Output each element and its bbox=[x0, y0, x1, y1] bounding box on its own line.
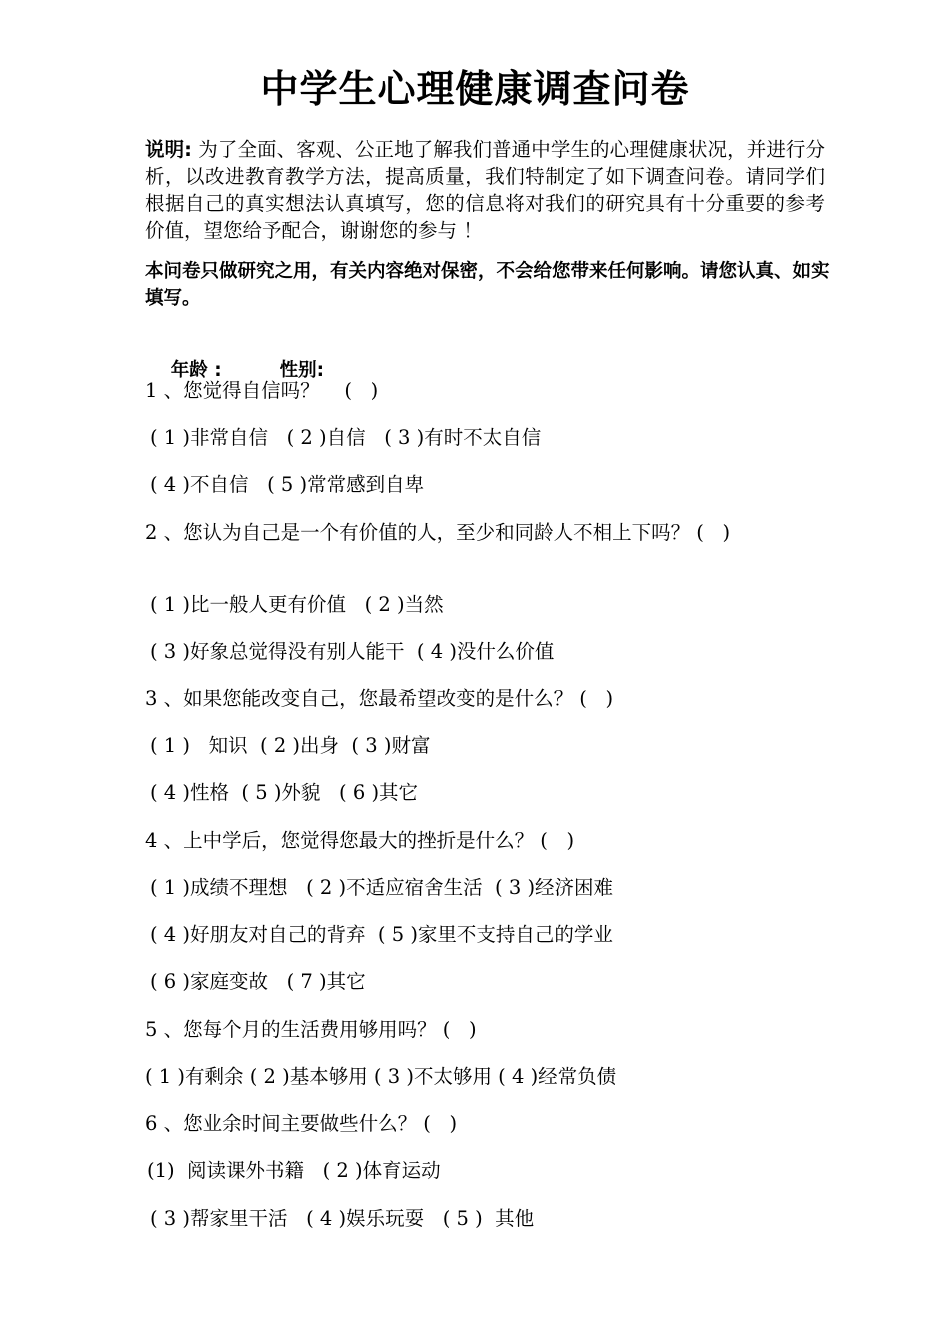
question-3: 3 、如果您能改变自己，您最希望改变的是什么？ ( ) bbox=[145, 687, 614, 710]
question-4-options-row-3: ( 6 )家庭变故 ( 7 )其它 bbox=[150, 970, 366, 993]
question-2: 2 、您认为自己是一个有价值的人，至少和同龄人不相上下吗？ ( ) bbox=[145, 521, 731, 544]
question-6: 6 、您业余时间主要做些什么？ ( ) bbox=[145, 1112, 458, 1135]
description-label: 说明: bbox=[145, 138, 192, 161]
question-4-options-row-2: ( 4 )好朋友对自己的背弃 ( 5 )家里不支持自己的学业 bbox=[150, 923, 613, 946]
question-3-options-row-1: ( 1 ) 知识 ( 2 )出身 ( 3 )财富 bbox=[150, 734, 431, 757]
question-3-options-row-2: ( 4 )性格 ( 5 )外貌 ( 6 )其它 bbox=[150, 781, 419, 804]
question-2-options-row-1: ( 1 )比一般人更有价值 ( 2 )当然 bbox=[150, 593, 444, 616]
question-1: 1 、您觉得自信吗？ ( ) bbox=[145, 379, 379, 402]
question-4-options-row-1: ( 1 )成绩不理想 ( 2 )不适应宿舍生活 ( 3 )经济困难 bbox=[150, 876, 614, 899]
confidentiality-notice: 本问卷只做研究之用，有关内容绝对保密，不会给您带来任何影响。请您认真、如实填写。 bbox=[145, 261, 830, 309]
question-2-options-row-2: ( 3 )好象总觉得没有别人能干 ( 4 )没什么价值 bbox=[150, 640, 555, 663]
gender-field-label: 性别: bbox=[279, 360, 325, 381]
question-6-options-row-1: (1) 阅读课外书籍 ( 2 )体育运动 bbox=[147, 1159, 441, 1182]
description-paragraph bbox=[145, 136, 825, 244]
question-1-options-row-1: ( 1 )非常自信 ( 2 )自信 ( 3 )有时不太自信 bbox=[150, 426, 542, 449]
question-6-options-row-2: ( 3 )帮家里干活 ( 4 )娱乐玩耍 ( 5 ) 其他 bbox=[150, 1207, 535, 1230]
question-1-options-row-2: ( 4 )不自信 ( 5 )常常感到自卑 bbox=[150, 473, 425, 496]
question-4: 4 、上中学后，您觉得您最大的挫折是什么？ ( ) bbox=[145, 829, 575, 852]
description-text: 为了全面、客观、公正地了解我们普通中学生的心理健康状况，并进行分析，以改进教育教学方法，提高质量，我们特制定了如下调查问卷。请同学们根据自己的真实想法认真填写，您的信息将对我们的研究具有十分重要的参考价值，望您给予配合，谢谢您的参与 ！ bbox=[145, 138, 825, 242]
question-5: 5 、您每个月的生活费用够用吗？ ( ) bbox=[145, 1018, 477, 1041]
age-field-label: 年龄 : bbox=[170, 360, 222, 381]
page-title: 中学生心理健康调查问卷 bbox=[260, 67, 690, 111]
question-5-options-row-1: ( 1 )有剩余 ( 2 )基本够用 ( 3 )不太够用 ( 4 )经常负债 bbox=[145, 1065, 617, 1088]
